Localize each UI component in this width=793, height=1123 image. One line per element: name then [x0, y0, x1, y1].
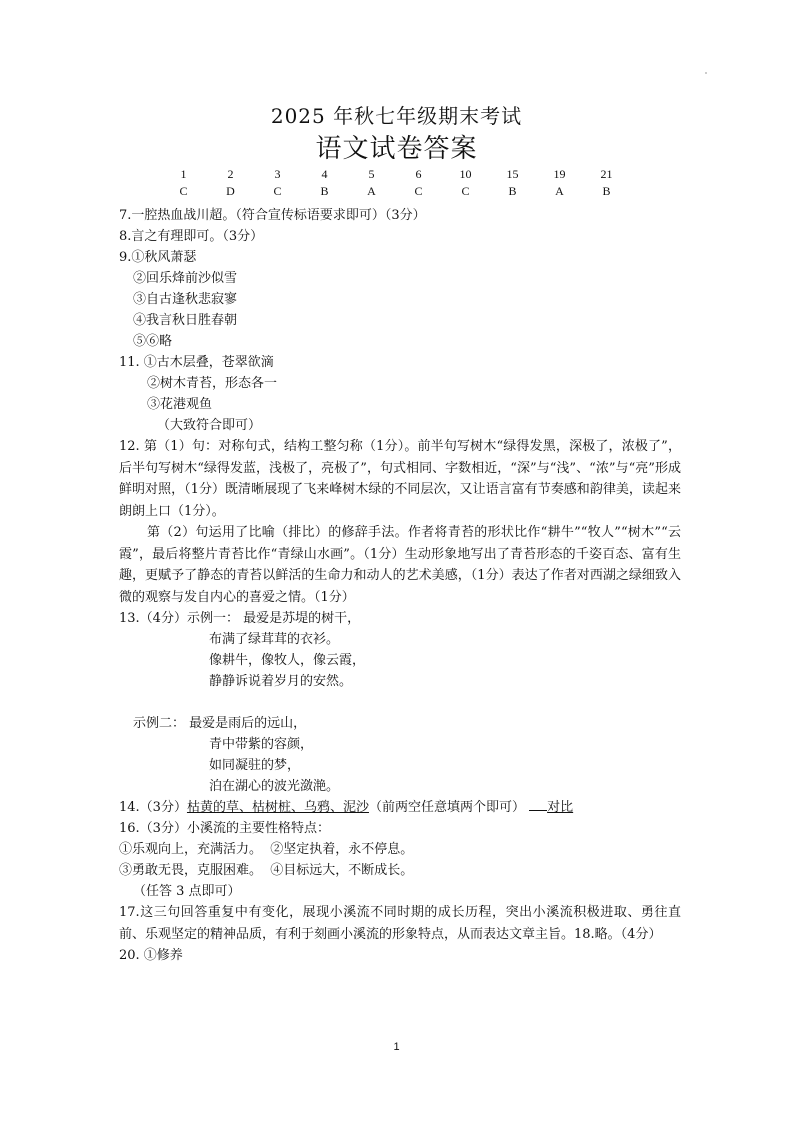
question-number: 10	[459, 167, 472, 181]
answer-letter: A	[555, 184, 564, 198]
spacer	[119, 692, 681, 713]
answer-q9-line: ②回乐烽前沙似雪	[133, 271, 238, 286]
answer-letter: B	[320, 184, 329, 198]
question-number-row	[160, 166, 630, 183]
answer-letter: D	[226, 184, 235, 198]
answer-q13-line: 静静诉说着岁月的安然。	[209, 674, 353, 689]
answer-letter: C	[179, 184, 188, 198]
answer-q11-line: 11. ①古木层叠，苍翠欲滴	[119, 355, 274, 370]
answer-q13-line: 13.（4分）示例一： 最爱是苏堤的树干，	[119, 611, 361, 626]
question-number: 1	[180, 167, 187, 181]
answer-q9-line: 9.①秋风萧瑟	[119, 250, 197, 265]
q14-blank-line	[529, 798, 547, 811]
answer-q16-note: （任答 3 点即可）	[133, 884, 241, 899]
q14-last-answer: 对比	[547, 800, 574, 815]
question-number: 3	[274, 167, 281, 181]
answer-key-table	[160, 166, 630, 200]
answer-letter: B	[508, 184, 517, 198]
question-number: 4	[321, 167, 328, 181]
answer-body	[119, 205, 681, 966]
question-number: 6	[415, 167, 422, 181]
scan-speck	[705, 72, 707, 74]
answer-q13-line: 如同凝驻的梦，	[209, 758, 301, 773]
exam-title: 2025 年秋七年级期末考试	[270, 104, 523, 128]
exam-subtitle: 语文试卷答案	[315, 134, 478, 164]
answer-q9-line: ⑤⑥略	[133, 334, 173, 349]
answer-q11-line: ②树木青苔，形态各一	[147, 376, 278, 391]
answer-row	[160, 183, 630, 200]
answer-q17: 17.这三句回答重复中有变化，展现小溪流不同时期的成长历程，突出小溪流积极进取、勇往直前、乐观坚定的精神品质，有利于刻画小溪流的形象特点，从而表达文章主旨。18.略。（4分）	[119, 905, 681, 942]
answer-letter: A	[367, 184, 376, 198]
question-number: 21	[600, 167, 613, 181]
answer-q11-note: （大致符合即可）	[157, 418, 262, 433]
answer-q8: 8.言之有理即可。（3分）	[119, 229, 264, 244]
answer-q13-line: 像耕牛，像牧人，像云霞，	[209, 653, 366, 668]
page-number: 1	[393, 1041, 400, 1053]
answer-q12-part1: 12. 第（1）句：对称句式，结构工整匀称（1分）。前半句写树木“绿得发黑，深极了，浓极了”，后半句写树木“绿得发蓝，浅极了，亮极了”，句式相同、字数相近，“深”与“浅”、“浓”与“亮”形成鲜明对照，（1分）既清晰展现了飞来峰树木绿的不同层次，又让语言富有节奏感和韵律美，读起来朗朗上口（1分）。	[119, 439, 681, 519]
answer-q12-part2: 第（2）句运用了比喻（排比）的修辞手法。作者将青苔的形状比作“耕牛”“牧人”“树木”“云霞”，最后将整片青苔比作“青绿山水画”。（1分）生动形象地写出了青苔形态的千姿百态、富有生趣，更赋予了静态的青苔以鲜活的生命力和动人的艺术美感，（1分）表达了作者对西湖之绿细致入微的观察与发自内心的喜爱之情。（1分）	[119, 525, 681, 605]
answer-q13-line: 布满了绿茸茸的衣衫。	[209, 632, 340, 647]
q14-note: （前两空任意填两个即可）	[368, 800, 525, 815]
question-number: 19	[553, 167, 566, 181]
question-number: 15	[506, 167, 519, 181]
answer-q9-line: ④我言秋日胜春朝	[133, 313, 238, 328]
answer-letter: C	[461, 184, 470, 198]
answer-q16-line: ③勇敢无畏，克服困难。 ④目标远大，不断成长。	[119, 863, 414, 878]
q14-prefix: 14.（3分）	[119, 800, 187, 815]
answer-letter: C	[273, 184, 282, 198]
answer-q7: 7.一腔热血战川超。（符合宣传标语要求即可）（3分）	[119, 208, 426, 223]
answer-letter: C	[414, 184, 423, 198]
answer-q16-line: ①乐观向上，充满活力。 ②坚定执着，永不停息。	[119, 842, 414, 857]
answer-q13-line: 青中带紫的容颜，	[209, 737, 314, 752]
answer-q9-line: ③自古逢秋悲寂寥	[133, 292, 238, 307]
answer-q20: 20. ①修养	[119, 948, 183, 963]
question-number: 2	[227, 167, 234, 181]
answer-q11-line: ③花港观鱼	[147, 397, 213, 412]
question-number: 5	[368, 167, 375, 181]
q14-underlined-answer: 枯黄的草、枯树桩、乌鸦、泥沙	[186, 800, 369, 815]
answer-letter: B	[602, 184, 611, 198]
answer-q14	[119, 797, 681, 818]
answer-q16-line: 16.（3分）小溪流的主要性格特点：	[119, 821, 330, 836]
answer-q13-line: 泊在湖心的波光潋滟。	[209, 779, 340, 794]
answer-q13-line: 示例二： 最爱是雨后的远山，	[133, 716, 307, 731]
